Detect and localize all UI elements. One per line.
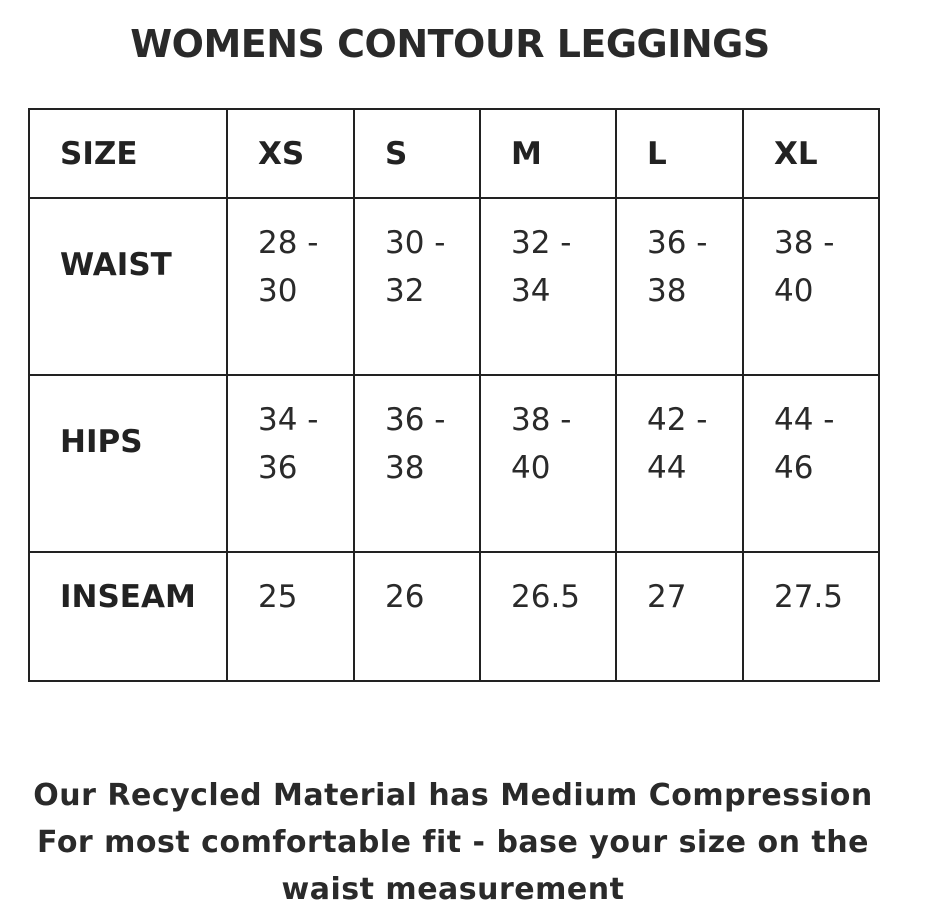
page-title: WOMENS CONTOUR LEGGINGS bbox=[130, 22, 770, 66]
inseam-xl-value: 27.5 bbox=[774, 579, 844, 615]
inseam-l-value: 27 bbox=[647, 579, 687, 615]
inseam-label: INSEAM bbox=[60, 579, 196, 615]
size-l-label: L bbox=[647, 136, 667, 172]
size-header-label: SIZE bbox=[60, 136, 138, 172]
table-row bbox=[29, 198, 879, 375]
row-label-cell bbox=[29, 375, 227, 552]
table-cell bbox=[616, 552, 743, 681]
hips-label: HIPS bbox=[60, 424, 143, 460]
waist-s-value: 30 - 32 bbox=[385, 225, 446, 309]
table-cell bbox=[354, 375, 480, 552]
table-cell bbox=[480, 552, 616, 681]
table-row bbox=[29, 375, 879, 552]
waist-m-value: 32 - 34 bbox=[511, 225, 572, 309]
size-xl-label: XL bbox=[774, 136, 818, 172]
table-cell bbox=[743, 375, 879, 552]
header-cell bbox=[227, 109, 354, 198]
table-cell bbox=[227, 552, 354, 681]
hips-l-value: 42 - 44 bbox=[647, 402, 708, 486]
table-cell bbox=[743, 198, 879, 375]
inseam-m-value: 26.5 bbox=[511, 579, 581, 615]
table-cell bbox=[354, 198, 480, 375]
header-cell bbox=[29, 109, 227, 198]
table-cell bbox=[743, 552, 879, 681]
header-cell bbox=[354, 109, 480, 198]
header-cell bbox=[480, 109, 616, 198]
table-row bbox=[29, 552, 879, 681]
size-xs-label: XS bbox=[258, 136, 305, 172]
waist-l-value: 36 - 38 bbox=[647, 225, 708, 309]
size-chart-table bbox=[28, 108, 880, 682]
fit-note-line-1: Our Recycled Material has Medium Compression bbox=[33, 778, 873, 813]
size-s-label: S bbox=[385, 136, 408, 172]
header-cell bbox=[743, 109, 879, 198]
table-cell bbox=[227, 198, 354, 375]
waist-xs-value: 28 - 30 bbox=[258, 225, 319, 309]
table-cell bbox=[480, 375, 616, 552]
hips-xs-value: 34 - 36 bbox=[258, 402, 319, 486]
inseam-s-value: 26 bbox=[385, 579, 425, 615]
inseam-xs-value: 25 bbox=[258, 579, 298, 615]
size-m-label: M bbox=[511, 136, 542, 172]
fit-note-line-3: waist measurement bbox=[281, 872, 625, 907]
hips-m-value: 38 - 40 bbox=[511, 402, 572, 486]
table-cell bbox=[480, 198, 616, 375]
waist-xl-value: 38 - 40 bbox=[774, 225, 835, 309]
table-cell bbox=[616, 198, 743, 375]
fit-note bbox=[0, 772, 906, 913]
fit-note-line-2: For most comfortable fit - base your size on the bbox=[37, 825, 869, 860]
row-label-cell bbox=[29, 198, 227, 375]
waist-label: WAIST bbox=[60, 247, 172, 283]
hips-s-value: 36 - 38 bbox=[385, 402, 446, 486]
header-cell bbox=[616, 109, 743, 198]
table-cell bbox=[616, 375, 743, 552]
hips-xl-value: 44 - 46 bbox=[774, 402, 835, 486]
row-label-cell bbox=[29, 552, 227, 681]
table-cell bbox=[227, 375, 354, 552]
table-cell bbox=[354, 552, 480, 681]
table-header-row bbox=[29, 109, 879, 198]
